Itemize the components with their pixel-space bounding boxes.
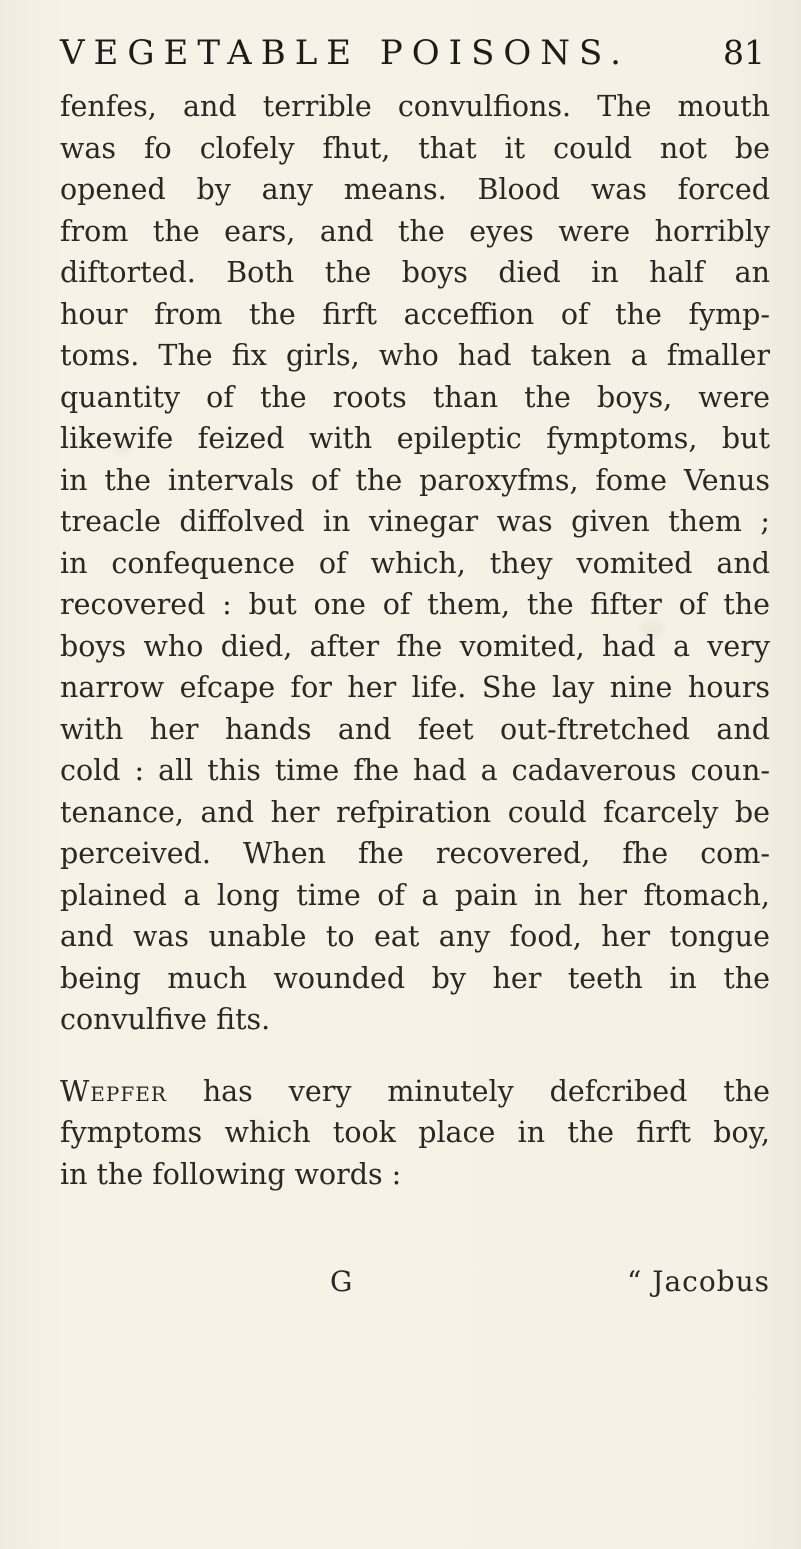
- text-line: fenfes, and terrible convulfions. The mouth: [60, 90, 770, 123]
- text-line: plained a long time of a pain in her ftomach,: [60, 878, 770, 912]
- text-line: and was unable to eat any food, her tongue: [60, 920, 770, 953]
- body-text: [60, 86, 770, 1195]
- text-line: perceived. When fhe recovered, fhe com-: [60, 837, 770, 870]
- text-line: in the intervals of the paroxyfms, fome Venus: [60, 463, 770, 497]
- text-line: tenance, and her refpiration could fcarcely be: [60, 795, 770, 829]
- text-line: boys who died, after fhe vomited, had a very: [60, 629, 770, 663]
- text-line: convulfive fits.: [60, 1003, 271, 1036]
- text-line: toms. The fix girls, who had taken a fmaller: [60, 339, 770, 372]
- catchword: “ Jacobus: [627, 1265, 770, 1298]
- text-line: likewife feized with epileptic fymptoms, but: [60, 422, 770, 455]
- paragraph-1: [60, 86, 770, 1041]
- lead-word: Wepfer: [60, 1074, 167, 1108]
- text-line: was fo clofely fhut, that it could not be: [60, 131, 770, 165]
- text-line: treacle diffolved in vinegar was given them ;: [60, 505, 770, 538]
- page-footer: [60, 1260, 770, 1304]
- running-title: VEGETABLE POISONS.: [60, 33, 630, 73]
- text-line: hour from the firft acceffion of the fymp-: [60, 297, 770, 331]
- text-line: with her hands and feet out-ftretched and: [60, 712, 770, 746]
- text-line: diftorted. Both the boys died in half an: [60, 256, 770, 289]
- text-line: in the following words :: [60, 1157, 402, 1191]
- text-line: opened by any means. Blood was forced: [60, 173, 770, 206]
- text-line: narrow efcape for her life. She lay nine hours: [60, 671, 770, 704]
- text-line: cold : all this time fhe had a cadaverous coun-: [60, 754, 770, 787]
- paragraph-gap: [60, 1041, 770, 1071]
- signature-mark: G: [330, 1265, 353, 1298]
- text-line: in confequence of which, they vomited and: [60, 546, 770, 580]
- running-head: [60, 28, 765, 78]
- text-line: fymptoms which took place in the firft boy,: [60, 1116, 770, 1149]
- text-line: quantity of the roots than the boys, were: [60, 380, 770, 414]
- page-number: 81: [723, 33, 765, 72]
- text-line: recovered : but one of them, the fifter of the: [60, 588, 770, 621]
- text-line-continuation: has very minutely defcribed the: [166, 1074, 770, 1108]
- paragraph-2: [60, 1071, 770, 1196]
- text-line: being much wounded by her teeth in the: [60, 961, 770, 995]
- text-line: from the ears, and the eyes were horribly: [60, 214, 770, 248]
- text-line: [60, 1071, 770, 1113]
